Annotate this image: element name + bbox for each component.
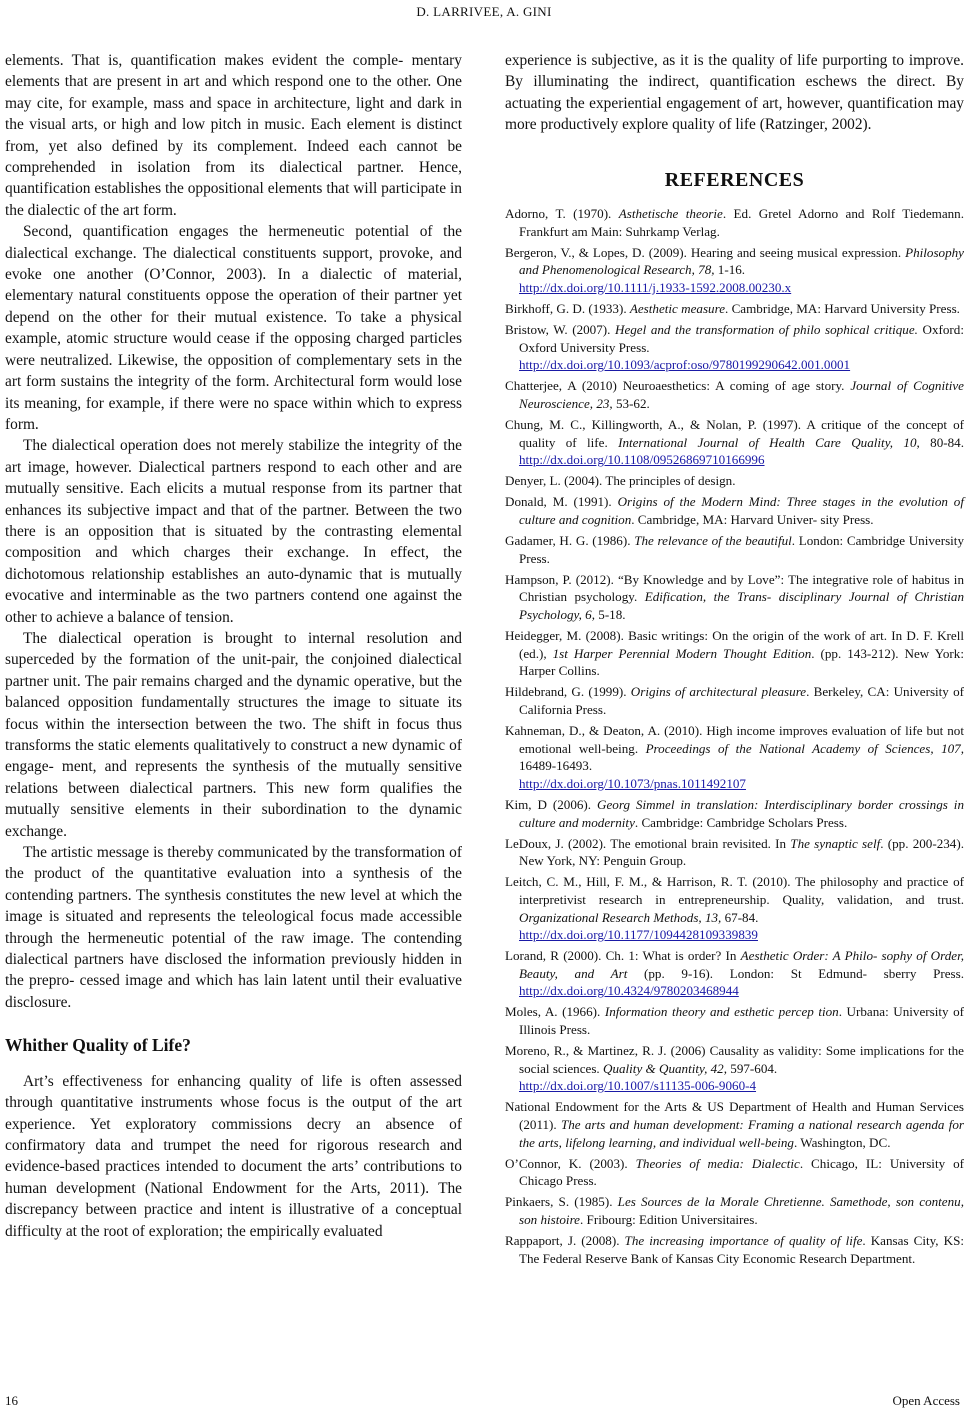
reference-title: Theories of media: Dialectic	[635, 1155, 800, 1171]
reference-title: Organizational Research Methods, 13,	[519, 909, 722, 925]
reference-text: . Washington, DC.	[793, 1134, 891, 1150]
reference-text: . Fribourg: Edition Universitaires.	[580, 1212, 758, 1227]
reference-text: 67-84.	[721, 909, 759, 925]
reference-item	[505, 835, 964, 870]
reference-title: Hegel and the transformation of philo sophical critique.	[614, 322, 918, 338]
reference-text: Chung, M. C., Killingworth, A., & Nolan, P. (1997). A critique of the concept of quality of life.	[505, 417, 964, 450]
reference-item	[505, 532, 964, 567]
reference-title: 1st Harper Perennial Modern Thought Edition	[552, 645, 812, 661]
reference-item	[505, 796, 964, 831]
doi-link[interactable]: http://dx.doi.org/10.1093/acprof:oso/9780199290642.001.0001	[519, 357, 851, 373]
reference-title: Philosophy and Phenomenological Research, 78,	[519, 244, 964, 278]
reference-text: Chatterjee, A (2010) Neuroaesthetics: A coming of age story.	[505, 378, 851, 394]
reference-text: Birkhoff, G. D. (1933).	[505, 301, 630, 316]
reference-title: The synaptic self	[790, 835, 881, 851]
reference-item	[505, 321, 964, 374]
reference-title: International Journal of Health Care Quality, 10,	[618, 434, 920, 450]
reference-item	[505, 873, 964, 943]
reference-title: Quality & Quantity, 42,	[602, 1060, 728, 1076]
reference-title: Georg Simmel in translation: Interdisciplinary border crossings in culture and modernity	[519, 796, 964, 830]
reference-item	[505, 571, 964, 624]
reference-text: . (pp. 200-234). New York, NY: Penguin Group.	[519, 835, 964, 869]
reference-item	[505, 300, 964, 318]
reference-item	[505, 205, 964, 240]
reference-text: Hildebrand, G. (1999).	[505, 684, 631, 700]
reference-title: The relevance of the beautiful	[634, 533, 792, 549]
reference-text: 1-16.	[714, 262, 746, 278]
reference-item	[505, 1232, 964, 1267]
reference-text: National Endowment for the Arts & US Department of Health and Human Services (2011).	[505, 1099, 964, 1133]
reference-text: 53-62.	[612, 395, 650, 411]
doi-link[interactable]: http://dx.doi.org/10.1108/09526869710166996	[519, 452, 765, 468]
reference-item	[505, 627, 964, 680]
reference-text: Kahneman, D., & Deaton, A. (2010). High income improves evaluation of life but not emotional well-being.	[505, 723, 964, 756]
reference-title: Les Sources de la Morale Chretienne. Samethode, son contenu, son histoire	[519, 1194, 964, 1227]
reference-text: LeDoux, J. (2002). The emotional brain revisited. In	[505, 835, 791, 851]
reference-item	[505, 947, 964, 1000]
reference-text: . London: Cambridge University Press.	[519, 533, 964, 566]
right-column	[505, 50, 964, 1271]
reference-title: Journal of Cognitive Neuroscience, 23,	[519, 378, 964, 411]
reference-text: Leitch, C. M., Hill, F. M., & Harrison, R. T. (2010). The philosophy and practice of interpretivist research in entrepreneurship. Quality, validation, and trust.	[505, 874, 964, 907]
reference-item	[505, 1098, 964, 1151]
reference-text: Adorno, T. (1970).	[505, 206, 619, 222]
left-column	[5, 50, 462, 1242]
reference-text: Donald, M. (1991).	[505, 494, 618, 510]
reference-text: (pp. 9-16). London: St Edmund- sberry Press.	[627, 965, 964, 981]
reference-item	[505, 1003, 964, 1038]
reference-item	[505, 377, 964, 412]
reference-title: Origins of the Modern Mind: Three stages in the evolution of culture and cognition	[519, 494, 964, 528]
reference-text: Gadamer, H. G. (1986).	[505, 533, 635, 549]
reference-item	[505, 493, 964, 528]
reference-text: Moreno, R., & Martinez, R. J. (2006) Causality as validity: Some implications for the social sciences.	[505, 1043, 964, 1076]
body-paragraph: Art’s effectiveness for enhancing quality of life is often assessed through quantitative instruments whose focus is the output of the art experience. Yet exploratory commissions decry an absence of confirmatory data and trumpet the need for rigorous research and evidence-based practices intended to document the arts’ contributions to human development (National Endowment for the Arts, 2011). The discrepancy between practice and intent is illustrative of a conceptual difficulty at the root of exploration; the empirically evaluated	[5, 1072, 462, 1240]
reference-item	[505, 1193, 964, 1228]
reference-title: Edification, the Trans- disciplinary Journal of Christian Psychology, 6,	[519, 589, 964, 622]
reference-text: . Kansas City, KS: The Federal Reserve Bank of Kansas City Economic Research Department.	[519, 1233, 964, 1266]
doi-link[interactable]: http://dx.doi.org/10.1177/1094428109339839	[519, 927, 758, 943]
reference-item	[505, 683, 964, 718]
reference-text: . Ed. Gretel Adorno and Rolf Tiedemann. Frankfurt am Main: Suhrkamp Verlag.	[519, 206, 965, 239]
body-paragraph: Second, quantification engages the hermeneutic potential of the dialectical exchange. The dialectical constituents support, provoke, and evoke one another (O’Connor, 2003). In a dialectic of material, elementary natural constituents oppose the operation of their partner yet depend on the other for their mutual existence. To take a physical example, atomic structure would cease if the opposing charged particles were neutralized. Likewise, the opposition of complementary sets in the art form sustains the integrity of the form. Architectural form would lose its meaning, for example, if there were no space within which to express form.	[5, 223, 462, 433]
body-paragraph: elements. That is, quantification makes evident the comple- mentary elements that are present in art and which respond one to the other. One may cite, for example, mass and space in architecture, light and dark in the visual arts, or high and low pitch in music. Each element is distinct from, yet also defined by its complement. Indeed each cannot be comprehended in isolation from its dialectical partner. Hence, quantification establishes the oppositional elements that will participate in the dialectic of the art form.	[5, 52, 462, 219]
reference-text: Rappaport, J. (2008).	[505, 1233, 625, 1249]
reference-text: . Cambridge, MA: Harvard Univer- sity Press.	[631, 512, 874, 528]
body-paragraph: The dialectical operation is brought to internal resolution and superceded by the formation of the unit-pair, the conjoined dialectical partner unit. The pair remains charged and the dynamic operative, but the balanced opposition fundamentally structures the image to situate its focus within the intersection between the two. The shift in focus thus transforms the static elements qualitatively to construct a new dynamic of engage- ment, and represents the synthesis of the mutually sensitive relations between dialectical partners. This new form qualifies the mutually sensitive elements in their subordination to the dynamic exchange.	[5, 629, 462, 840]
reference-text: Bergeron, V., & Lopes, D. (2009). Hearing and seeing musical expression.	[505, 244, 906, 260]
reference-text: Heidegger, M. (2008). Basic writings: On the origin of the work of art. In D. F. Krell (ed.),	[505, 628, 964, 661]
reference-text: . Berkeley, CA: University of California Press.	[519, 684, 964, 717]
reference-text: . (pp. 143-212). New York: Harper Collins.	[519, 645, 964, 679]
reference-title: Proceedings of the National Academy of Sciences, 107,	[645, 740, 964, 756]
reference-text: O’Connor, K. (2003).	[505, 1155, 636, 1171]
reference-text: Moles, A. (1966).	[505, 1004, 605, 1020]
reference-text: 5-18.	[595, 607, 626, 622]
reference-text: Hampson, P. (2012). “By Knowledge and by Love”: The integrative role of habitus in Christian psychology.	[505, 571, 964, 605]
reference-text: Pinkaers, S. (1985).	[505, 1194, 618, 1210]
reference-item	[505, 472, 964, 490]
doi-link[interactable]: http://dx.doi.org/10.1007/s11135-006-9060-4	[519, 1078, 757, 1094]
reference-item	[505, 1155, 964, 1190]
reference-title: Origins of architectural pleasure	[630, 684, 807, 700]
body-paragraph: The artistic message is thereby communicated by the transformation of the product of the quantitative evaluation into a synthesis of the contending partners. The synthesis constitutes the new level at which the image is situated and represents the teleological focus made accessible through the hermeneutic potential of the raw image. The contending dialectical partners have disclosed the information previously hidden in the prepro- cessed image and which has lain latent until their evaluative disclosure.	[5, 844, 462, 1011]
reference-text: . Cambridge: Cambridge Scholars Press.	[634, 814, 848, 830]
reference-list	[505, 205, 964, 1267]
reference-text: 16489-16493.	[519, 758, 593, 774]
section-heading: Whither Quality of Life?	[5, 1035, 191, 1056]
reference-text: 80-84.	[919, 434, 964, 450]
body-paragraph: experience is subjective, as it is the quality of life purporting to improve. By illuminating the indirect, quantification eschews the direct. By actuating the experiential engagement of art, however, quantification may more productively explore quality of life (Ratzinger, 2002).	[505, 52, 964, 134]
running-head: D. LARRIVEE, A. GINI	[416, 4, 552, 19]
reference-title: Aesthetic measure	[629, 301, 726, 316]
reference-title: Asthetische theorie	[618, 206, 723, 222]
reference-item	[505, 416, 964, 469]
reference-text: Lorand, R (2000). Ch. 1: What is order? In	[505, 948, 741, 964]
reference-text: . Urbana: University of Illinois Press.	[519, 1004, 964, 1038]
doi-link[interactable]: http://dx.doi.org/10.1111/j.1933-1592.2008.00230.x	[519, 279, 792, 295]
doi-link[interactable]: http://dx.doi.org/10.1073/pnas.1011492107	[519, 775, 746, 791]
reference-text: Oxford: Oxford University Press.	[519, 322, 964, 355]
doi-link[interactable]: http://dx.doi.org/10.4324/9780203468944	[519, 983, 739, 999]
reference-text: Bristow, W. (2007).	[505, 322, 615, 338]
reference-title: The increasing importance of quality of life	[624, 1233, 863, 1249]
reference-text: . Chicago, IL: University of Chicago Press.	[519, 1155, 964, 1189]
references-heading: REFERENCES	[664, 168, 805, 191]
reference-text: Denyer, L. (2004). The principles of design.	[505, 473, 736, 489]
reference-item	[505, 244, 964, 297]
reference-title: Aesthetic Order: A Philo- sophy of Order, Beauty, and Art	[519, 948, 964, 981]
reference-text: . Cambridge, MA: Harvard University Press.	[725, 301, 960, 316]
reference-item	[505, 722, 964, 792]
reference-title: The arts and human development: Framing a national research agenda for the arts, lifelong learning, and individual well-being	[519, 1117, 964, 1150]
page-number: 16	[5, 1393, 18, 1408]
reference-title: Information theory and esthetic percep tion	[604, 1004, 839, 1020]
reference-item	[505, 1042, 964, 1095]
reference-text: Kim, D (2006).	[505, 796, 598, 812]
body-paragraph: The dialectical operation does not merely stabilize the integrity of the art image, however. Dialectical partners respond to each other and are mutually sensitive. Each elicits a mutual response from its partner that enhances its subjective impact and that of the partner. Between the two there is an opposition that is situated by the contrasting elemental composition and which charges their exchange. In effect, the dichotomous relationship establishes an auto-dynamic that is mutually evocative and interminable as the two partners contend one against the other to achieve a balance of tension.	[5, 437, 462, 626]
reference-text: 597-604.	[727, 1060, 778, 1076]
journal-footer: Open Access	[892, 1393, 960, 1408]
